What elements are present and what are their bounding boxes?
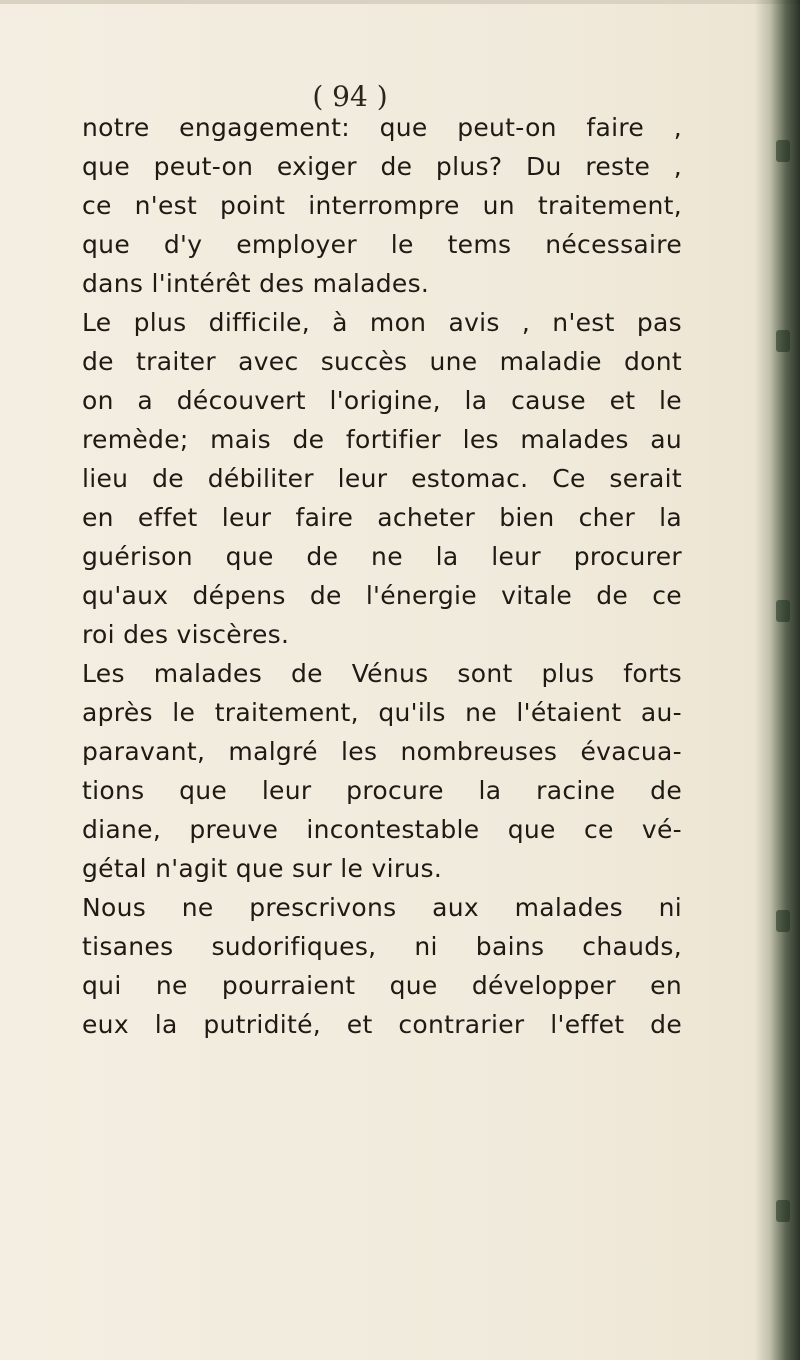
text-line: diane, preuve incontestable que ce vé- [82,815,682,844]
text-line: lieu de débiliter leur estomac. Ce serait [82,464,682,493]
text-line: remède; mais de fortifier les malades au [82,425,682,454]
spine-mark [776,1200,790,1222]
text-line: ce n'est point interrompre un traitement, [82,191,682,220]
text-line: on a découvert l'origine, la cause et le [82,386,682,415]
text-line: roi des viscères. [82,620,290,649]
text-line: dans l'intérêt des malades. [82,269,430,298]
body-text [82,108,682,1044]
text-line: en effet leur faire acheter bien cher la [82,503,682,532]
text-line: après le traitement, qu'ils ne l'étaient au- [82,698,682,727]
text-line: tisanes sudorifiques, ni bains chauds, [82,932,682,961]
text-line: de traiter avec succès une maladie dont [82,347,682,376]
text-line: tions que leur procure la racine de [82,776,682,805]
text-line: eux la putridité, et contrarier l'effet de [82,1010,682,1039]
text-line: guérison que de ne la leur procurer [82,542,682,571]
text-line: paravant, malgré les nombreuses évacua- [82,737,682,766]
page-number: ( 94 ) [312,80,388,113]
text-line: que peut-on exiger de plus? Du reste , [82,152,682,181]
spine-mark [776,600,790,622]
spine-mark [776,330,790,352]
text-line: qui ne pourraient que développer en [82,971,682,1000]
book-spine-shadow [754,0,800,1360]
text-line: que d'y employer le tems nécessaire [82,230,682,259]
text-line: Nous ne prescrivons aux malades ni [82,893,682,922]
text-line: gétal n'agit que sur le virus. [82,854,443,883]
spine-mark [776,910,790,932]
text-line: notre engagement: que peut-on faire , [82,113,682,142]
text-line: qu'aux dépens de l'énergie vitale de ce [82,581,682,610]
text-line: Le plus difficile, à mon avis , n'est pas [82,308,682,337]
text-line: Les malades de Vénus sont plus forts [82,659,682,688]
spine-mark [776,140,790,162]
page-top-edge [0,0,800,4]
